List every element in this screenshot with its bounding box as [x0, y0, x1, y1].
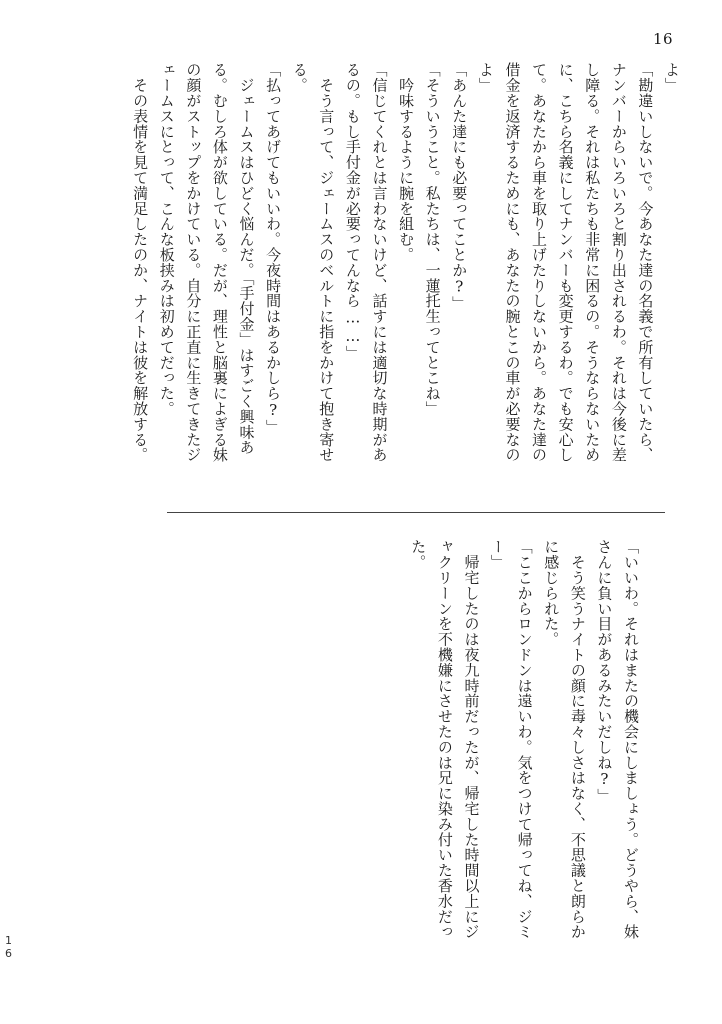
text-line: その表情を見て満足したのか、ナイトは彼を解放する。 — [131, 62, 150, 463]
text-line: た。 — [409, 539, 428, 570]
text-line: ェームスにとって、こんな板挟みは初めてだった。 — [157, 62, 176, 417]
text-line: そう言って、ジェームスのベルトに指をかけて抱き寄せ — [317, 62, 336, 463]
text-line: 帰宅したのは夜九時前だったが、帰宅した時間以上にジ — [462, 539, 481, 940]
text-line: 借金を返済するためにも、あなたの腕とこの車が必要なの — [503, 62, 522, 463]
text-line: るの。もし手付金が必要ってんなら……」 — [343, 62, 362, 361]
text-line: よ」 — [663, 62, 681, 93]
text-line: て。あなたから車を取り上げたりしないから。あなた達の — [530, 62, 549, 463]
text-line: の顔がストップをかけている。自分に正直に生きてきたジ — [184, 62, 203, 463]
text-block-top — [127, 62, 685, 502]
text-line: し障る。それは私たちも非常に困るの。そうならないため — [583, 62, 602, 463]
text-line: よ」 — [476, 62, 495, 93]
text-line: 「そういうこと。私たちは、一蓮托生ってとこね」 — [423, 62, 442, 417]
text-line: 「払ってあげてもいいわ。今夜時間はあるかしら?」 — [264, 62, 283, 435]
text-line: 「勘違いしないで。今あなた達の名義で所有していたら、 — [636, 62, 655, 463]
text-line: ジェームスはひどく悩んだ。「手付金」はすごく興味あ — [237, 62, 256, 455]
page-number: 16 — [653, 30, 674, 48]
text-line: に感じられた。 — [542, 539, 561, 647]
text-line: そう笑うナイトの顔に毒々しさはなく、不思議と朗らか — [568, 539, 587, 940]
text-line: ー」 — [489, 539, 508, 570]
text-line: 「あんた達にも必要ってことか?」 — [450, 62, 469, 312]
section-divider — [167, 512, 665, 513]
text-line: 吟味するように腕を組む。 — [397, 62, 416, 263]
text-line: ャクリーンを不機嫌にさせたのは兄に染み付いた香水だっ — [435, 539, 454, 940]
text-line: さんに負い目があるみたいだしね?」 — [595, 539, 614, 804]
text-line: る。むしろ体が欲している。だが、理性と脳裏によぎる妹 — [210, 62, 229, 463]
text-line: 「ここからロンドンは遠いわ。気をつけて帰ってね、ジミ — [515, 539, 534, 940]
margin-page-number: 16 — [2, 934, 15, 960]
text-line: 「信じてくれとは言わないけど、話すには適切な時期があ — [370, 62, 389, 463]
text-line: に、こちら名義にしてナンバーも変更するわ。でも安心し — [556, 62, 575, 463]
text-line: る。 — [290, 62, 309, 93]
text-line: 「いいわ。それはまたの機会にしましょう。どうやら、妹 — [622, 539, 640, 940]
text-block-bottom — [405, 539, 644, 979]
text-line: ナンバーからいろいろと割り出されるわ。それは今後に差 — [609, 62, 628, 463]
